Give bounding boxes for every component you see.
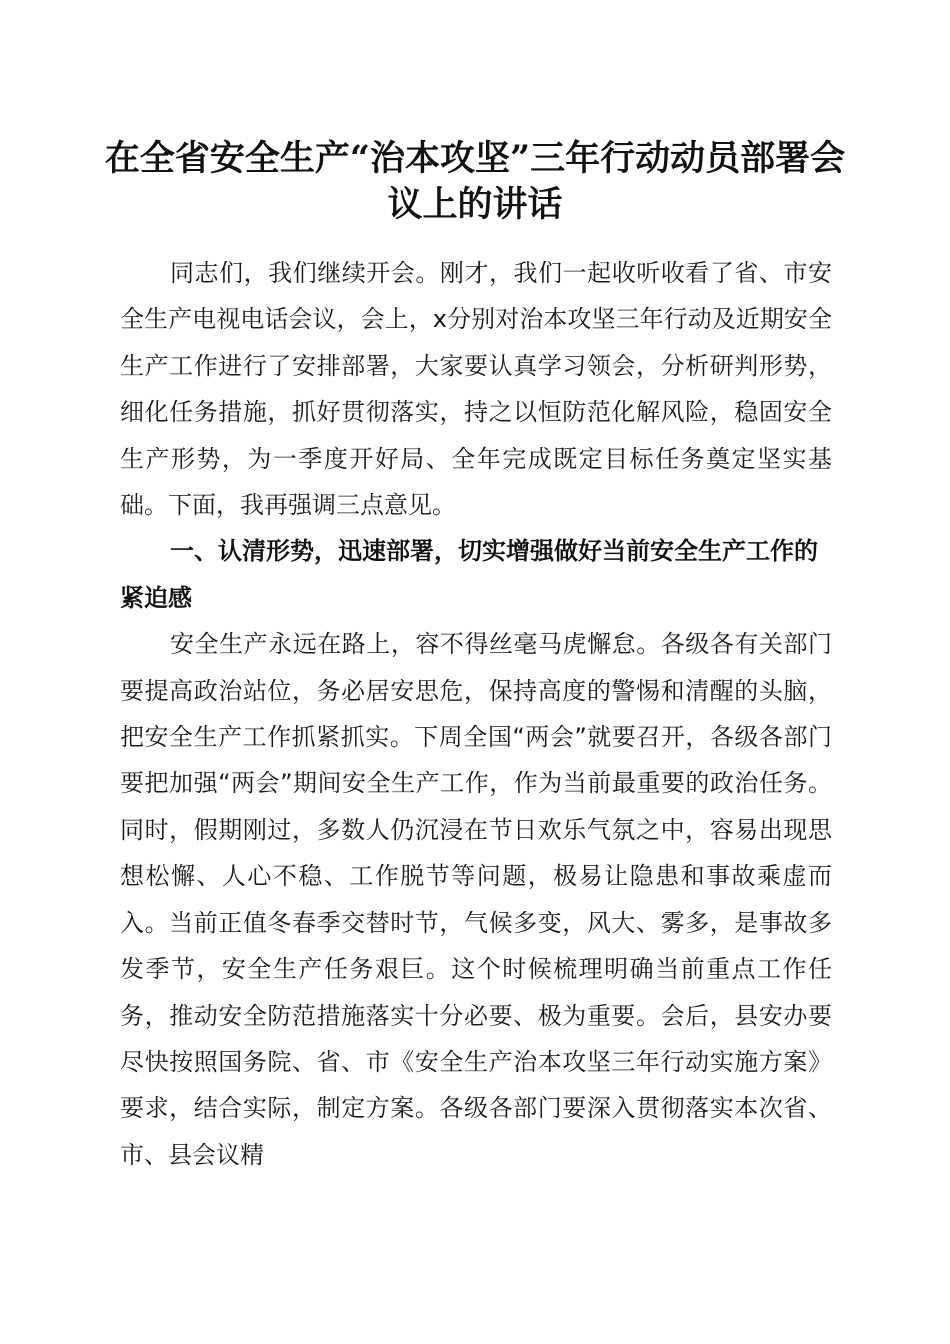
section-1-heading: 一、认清形势，迅速部署，切实增强做好当前安全生产工作的紧迫感 xyxy=(120,537,818,612)
document-title: 在全省安全生产“治本攻坚”三年行动动员部署会议上的讲话 xyxy=(104,138,846,225)
opening-paragraph: 同志们，我们继续开会。刚才，我们一起收听收看了省、市安全生产电视电话会议，会上，x分别对治本攻坚三年行动及近期安全生产工作进行了安排部署，大家要认真学习领会，分析研判形势，细化任务措施，抓好贯彻落实，持之以恒防范化解风险，稳固安全生产形势，为一季度开好局、全年完成既定目标任务奠定坚实基础。下面，我再强调三点意见。 xyxy=(120,259,832,520)
section-1-paragraph: 安全生产永远在路上，容不得丝毫马虎懈怠。各级各有关部门要提高政治站位，务必居安思危，保持高度的警惕和清醒的头脑，把安全生产工作抓紧抓实。下周全国“两会”就要召开，各级各部门要把加强“两会”期间安全生产工作，作为当前最重要的政治任务。同时，假期刚过，多数人仍沉浸在节日欢乐气氛之中，容易出现思想松懈、人心不稳、工作脱节等问题，极易让隐患和事故乘虚而入。当前正值冬春季交替时节，气候多变，风大、雾多，是事故多发季节，安全生产任务艰巨。这个时候梳理明确当前重点工作任务，推动安全防范措施落实十分必要、极为重要。会后，县安办要尽快按照国务院、省、市《安全生产治本攻坚三年行动实施方案》要求，结合实际，制定方案。各级各部门要深入贯彻落实本次省、市、县会议精 xyxy=(120,630,832,1169)
document-body xyxy=(120,250,832,1178)
